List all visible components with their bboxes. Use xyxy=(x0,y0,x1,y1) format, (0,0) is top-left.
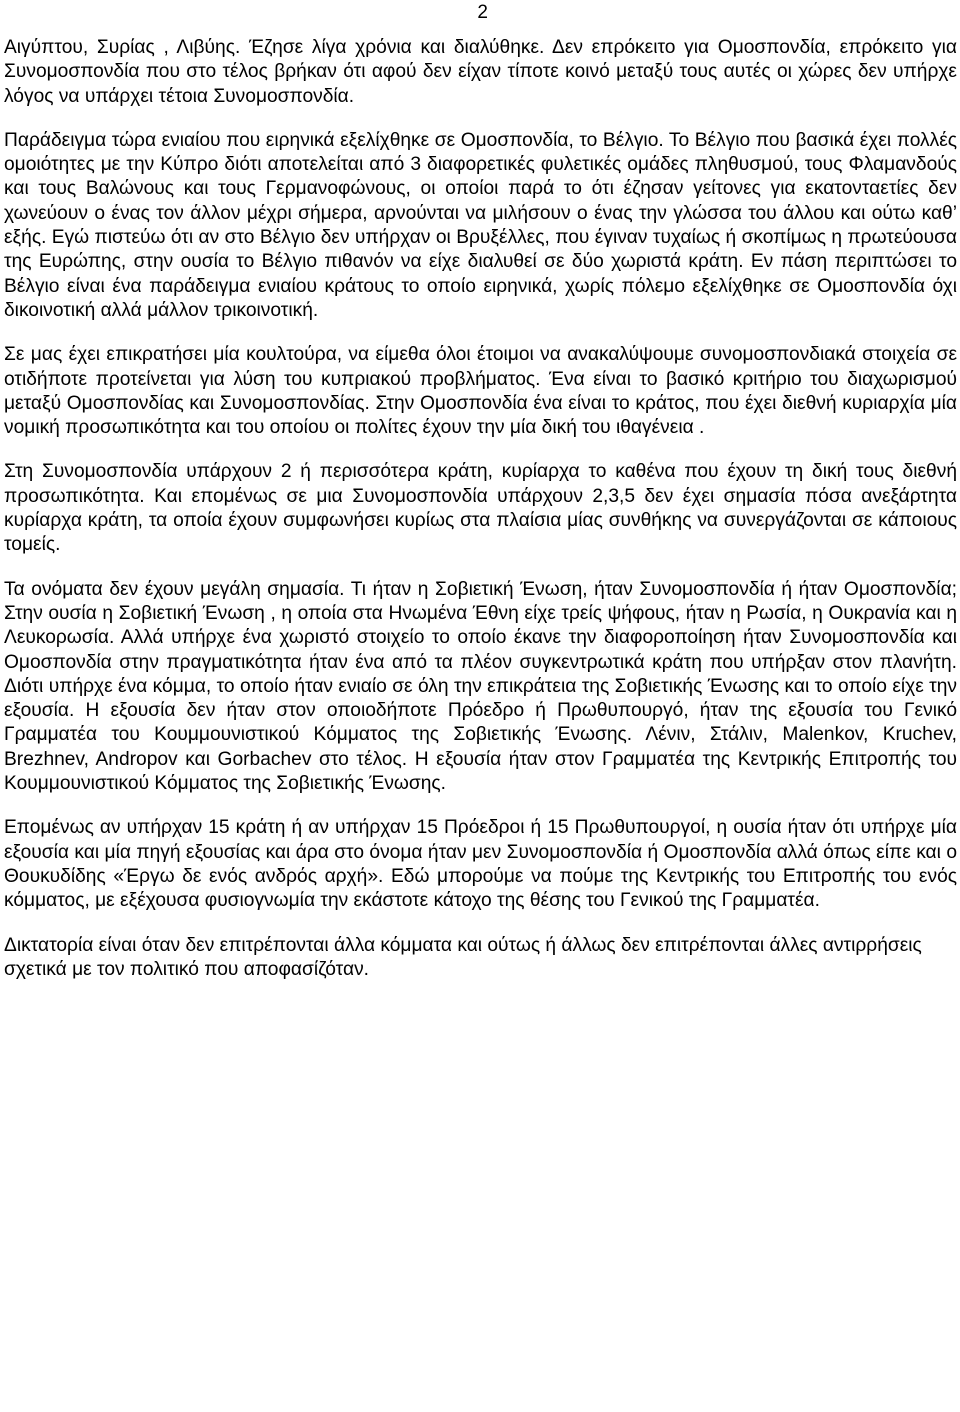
paragraph-6: Επομένως αν υπήρχαν 15 κράτη ή αν υπήρχαν 15 Πρόεδροι ή 15 Πρωθυπουργοί, η ουσία ήταν ότι υπήρχε μία εξουσία και μία πηγή εξουσίας και άρα στο όνομα ήταν μεν Συνομοσπονδία ή Ομοσπονδία αλλά όπως είπε και ο Θουκυδίδης «Έργω δε ενός ανδρός αρχή». Εδώ μπορούμε να πούμε της Κεντρικής του Επιτροπής του ενός κόμματος, με εξέχουσα φυσιογνωμία την εκάστοτε κάτοχο της θέσης του Γενικού της Γραμματέα. xyxy=(4,817,957,912)
paragraph-4: Στη Συνομοσπονδία υπάρχουν 2 ή περισσότερα κράτη, κυρίαρχα το καθένα που έχουν τη δική τους διεθνή προσωπικότητα. Και επομένως σε μια Συνομοσπονδία υπάρχουν 2,3,5 δεν έχει σημασία πόσα ανεξάρτητα κυρίαρχα κράτη, τα οποία έχουν συμφωνήσει κυρίως στα πλαίσια μίας συνθήκης να συνεργάζονται σε κάποιους τομείς. xyxy=(4,461,957,556)
paragraph-2: Παράδειγμα τώρα ενιαίου που ειρηνικά εξελίχθηκε σε Ομοσπονδία, το Βέλγιο. Το Βέλγιο που βασικά έχει πολλές ομοιότητες με την Κύπρο διότι αποτελείται από 3 διαφορετικές φυλετικές ομάδες πληθυσμού, τους Φλαμανδούς και τους Βαλώνους και τους Γερμανοφώνους, οι οποίοι παρά το ότι έζησαν γείτονες για εκατονταετίες δεν χωνεύουν ο ένας τον άλλον μέχρι σήμερα, αρνούνται να μιλήσουν ο ένας την γλώσσα του άλλου και ούτω καθ’ εξής. Εγώ πιστεύω ότι αν στο Βέλγιο δεν υπήρχαν οι Βρυξέλλες, που έγιναν τυχαίως ή σκοπίμως η πρωτεύουσα της Ευρώπης, στην ουσία το Βέλγιο πιθανόν να είχε διαλυθεί σε δύο χωριστά κράτη. Εν πάση περιπτώσει το Βέλγιο είναι ένα παράδειγμα ενιαίου κράτους το οποίο ειρηνικά, χωρίς πόλεμο εξελίχθηκε σε Ομοσπονδία όχι δικοινοτική αλλά μάλλον τρικοινοτική. xyxy=(4,129,957,321)
paragraph-5: Τα ονόματα δεν έχουν μεγάλη σημασία. Τι ήταν η Σοβιετική Ένωση, ήταν Συνομοσπονδία ή ήταν Ομοσπονδία; Στην ουσία η Σοβιετική Ένωση , η οποία στα Ηνωμένα Έθνη είχε τρείς ψήφους, ήταν η Ρωσία, η Ουκρανία και η Λευκορωσία. Αλλά υπήρχε ένα χωριστό στοιχείο το οποίο έκανε την διαφοροποίηση ήταν Συνομοσπονδία και Ομοσπονδία στην πραγματικότητα ήταν ένα από τα πλέον συγκεντρωτικά κράτη που υπήρξαν στον πλανήτη. Διότι υπήρχε ένα κόμμα, το οποίο ήταν ενιαίο σε όλη την επικράτεια της Σοβιετικής Ένωσης και το οποίο είχε την εξουσία. Η εξουσία δεν ήταν στον οποιοδήποτε Πρόεδρο ή Πρωθυπουργό, ήταν της εξουσία του Γενικό Γραμματέα του Κουμμουνιστικού Κόμματος της Σοβιετικής Ένωσης. Λένιν, Στάλιν, Malenkov, Kruchev, Brezhnev, Andropov και Gorbachev στο τέλος. Η εξουσία ήταν στον Γραμματέα της Κεντρικής Επιτροπής του Κουμμουνιστικού Κόμματος της Σοβιετικής Ένωσης. xyxy=(4,578,957,795)
document-body xyxy=(4,36,957,1002)
paragraph-1: Αιγύπτου, Συρίας , Λιβύης. Έζησε λίγα χρόνια και διαλύθηκε. Δεν επρόκειτο για Ομοσπονδία, επρόκειτο για Συνομοσπονδία που στο τέλος βρήκαν ότι αφού δεν είχαν τίποτε κοινό μεταξύ τους αυτές οι χώρες δεν υπήρχε λόγος να υπάρχει τέτοια Συνομοσπονδία. xyxy=(4,37,957,107)
paragraph-7: Δικτατορία είναι όταν δεν επιτρέπονται άλλα κόμματα και ούτως ή άλλως δεν επιτρέπονται άλλες αντιρρήσεις σχετικά με τον πολιτικό που αποφασίζόταν. xyxy=(4,934,922,980)
paragraph-3: Σε μας έχει επικρατήσει μία κουλτούρα, να είμεθα όλοι έτοιμοι να ανακαλύψουμε συνομοσπονδιακά στοιχεία σε οτιδήποτε προτείνεται για λύση του κυπριακού προβλήματος. Ένα είναι το βασικό κριτήριο του διαχωρισμού μεταξύ Ομοσπονδίας και Συνομοσπονδίας. Στην Ομοσπονδία ένα είναι το κράτος, που έχει διεθνή κυριαρχία μία νομική προσωπικότητα και του οποίου οι πολίτες έχουν την μία δική του ιθαγένεια . xyxy=(4,344,957,439)
page-number: 2 xyxy=(477,2,488,23)
